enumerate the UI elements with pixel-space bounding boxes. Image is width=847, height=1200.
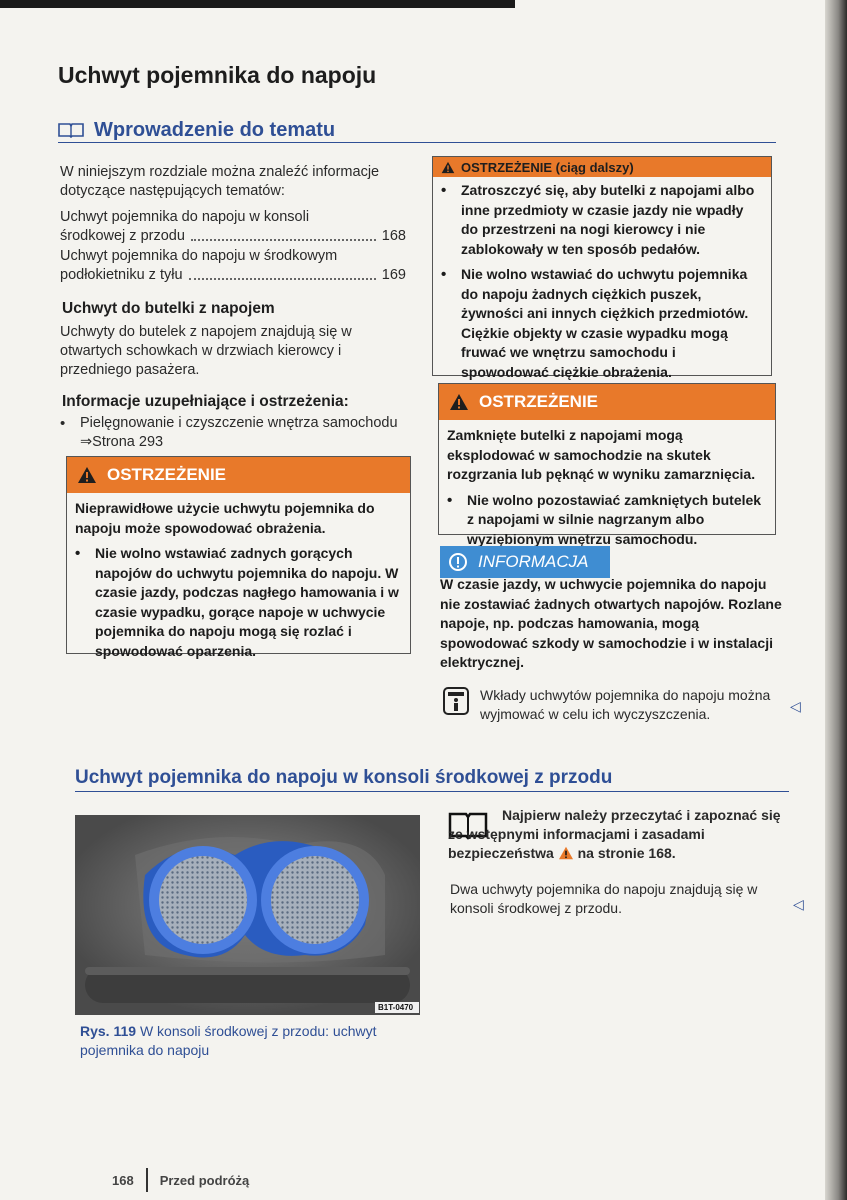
bottle-heading: Uchwyt do butelki z napojem <box>62 300 275 317</box>
info-title: INFORMACJA <box>478 552 589 571</box>
section-heading: Uchwyt pojemnika do napoju w konsoli środkowej z przodu <box>75 762 789 792</box>
continue-arrow-icon: ◁ <box>790 698 801 714</box>
pre-note <box>448 806 783 863</box>
section-body: Dwa uchwyty pojemnika do napoju znajdują się w konsoli środkowej z przodu. <box>450 881 758 916</box>
warning-header <box>67 457 410 493</box>
extra-item[interactable] <box>60 414 408 452</box>
warning-cont-item: Nie wolno wstawiać do uchwytu pojemnika do napoju żadnych ciężkich puszek, żywności ani innych ciężkich przedmiotów. Ciężkie objekty w czasie wypadku mogą fruwać we wnętrzu samochodu i spowodować ciężkie obrażenia. <box>461 266 749 380</box>
bullet-dot: • <box>441 182 447 199</box>
warning-header <box>439 384 775 420</box>
bottle-text: Uchwyty do butelek z napojem znajdują się w otwartych schowkach w drzwiach kierowcy i przedniego pasażera. <box>60 324 352 378</box>
toc-line2: środkowej z przodu <box>60 228 185 244</box>
bullet-dot: • <box>75 545 81 562</box>
warning-lead: Nieprawidłowe użycie uchwytu pojemnika do napoju może spowodować obrażenia. <box>75 500 375 536</box>
warning-item: Nie wolno wstawiać zadnych gorących napojów do uchwytu pojemnika do napoju. W czasie jazdy, podczas nagłego hamowania i w czasie wypadku, gorące napoje w uchwycie pojemnika do napoju mogą się rozlać i spowodować oparzenia. <box>95 545 399 659</box>
footer-section: Przed podróżą <box>159 1172 250 1188</box>
warning-title: OSTRZEŻENIE <box>479 392 599 411</box>
warning-cont-header <box>433 157 771 177</box>
warning-box-continued <box>432 156 772 380</box>
bullet-dot: • <box>441 266 447 283</box>
intro-heading <box>58 120 776 143</box>
cup-holder-photo <box>75 815 420 1015</box>
toc-line1: Uchwyt pojemnika do napoju w konsoli <box>60 209 310 225</box>
warning-item: Nie wolno pozostawiać zamkniętych butelek z napojami w silnie nagrzanym albo wyziębionym wnętrzu samochodu. <box>467 491 762 547</box>
pre-note-text: Najpierw należy przeczytać i zapoznać się ze wstępnymi informacjami i zasadami bezpieczeństwa <box>448 807 781 861</box>
footer-divider <box>146 1168 148 1192</box>
page-edge-shadow <box>825 0 847 1200</box>
note-text: Wkłady uchwytów pojemnika do napoju można wyjmować w celu ich wyczyszczenia. <box>480 687 771 722</box>
figure-code: B1T-0470 <box>378 1003 414 1012</box>
bullet-dot: • <box>60 415 66 432</box>
page-number: 168 <box>112 1172 134 1188</box>
toc-line2: podłokietniku z tyłu <box>60 267 183 283</box>
figure-label: Rys. 119 <box>80 1023 137 1039</box>
info-note-icon <box>442 686 470 716</box>
warning-icon <box>449 393 469 411</box>
intro-heading-text: Wprowadzenie do tematu <box>94 119 336 141</box>
bullet-dot: • <box>447 491 453 509</box>
continue-arrow-icon: ◁ <box>793 896 804 912</box>
extra-heading: Informacje uzupełniające i ostrzeżenia: <box>62 393 349 410</box>
warning-cont-title: OSTRZEŻENIE (ciąg dalszy) <box>461 159 634 175</box>
warning-box-1 <box>66 456 411 659</box>
intro-lead: W niniejszym rozdziale można znaleźć informacje dotyczące następujących tematów: <box>60 164 380 199</box>
toc-page: 169 <box>381 267 406 283</box>
top-bar <box>0 0 515 8</box>
warning-title: OSTRZEŻENIE <box>107 465 227 484</box>
warning-icon <box>558 846 574 860</box>
toc-line1: Uchwyt pojemnika do napoju w środkowym <box>60 248 338 264</box>
page-title: Uchwyt pojemnika do napoju <box>58 62 377 88</box>
warning-icon <box>77 466 97 484</box>
warning-lead: Zamknięte butelki z napojami mogą eksplodować w samochodzie na skutek rozgrzania lub pęknąć w wyniku zamarznięcia. <box>447 427 756 482</box>
toc-entry[interactable] <box>60 247 406 285</box>
warning-box-2 <box>438 383 776 547</box>
toc-page: 168 <box>381 228 406 244</box>
figure-caption <box>80 1022 425 1060</box>
page-footer <box>112 1168 249 1192</box>
warning-cont-item: Zatroszczyć się, aby butelki z napojami albo inne przedmioty w czasie jazdy nie wpadły do przestrzeni na nogi kierowcy i nie zablokowały w ten sposób pedałów. <box>461 182 755 257</box>
toc-entry[interactable] <box>60 208 406 246</box>
info-icon <box>448 552 468 572</box>
pre-note-page-link[interactable]: na stronie 168. <box>577 845 676 861</box>
cup-holder-illustration <box>75 815 420 1015</box>
note <box>442 686 782 724</box>
extra-item-text: Pielęgnowanie i czyszczenie wnętrza samochodu ⇒Strona 293 <box>80 415 398 450</box>
book-icon <box>58 122 84 138</box>
info-header <box>440 546 610 578</box>
figure-caption-text: W konsoli środkowej z przodu: uchwyt pojemnika do napoju <box>80 1023 377 1058</box>
info-text: W czasie jazdy, w uchwycie pojemnika do napoju nie zostawiać żadnych otwartych napojów. Rozlane napoje, np. podczas hamowania, mogą spowodować szkody w samochodzie i w instalacji elektrycznej. <box>440 576 782 670</box>
warning-icon <box>441 161 455 174</box>
